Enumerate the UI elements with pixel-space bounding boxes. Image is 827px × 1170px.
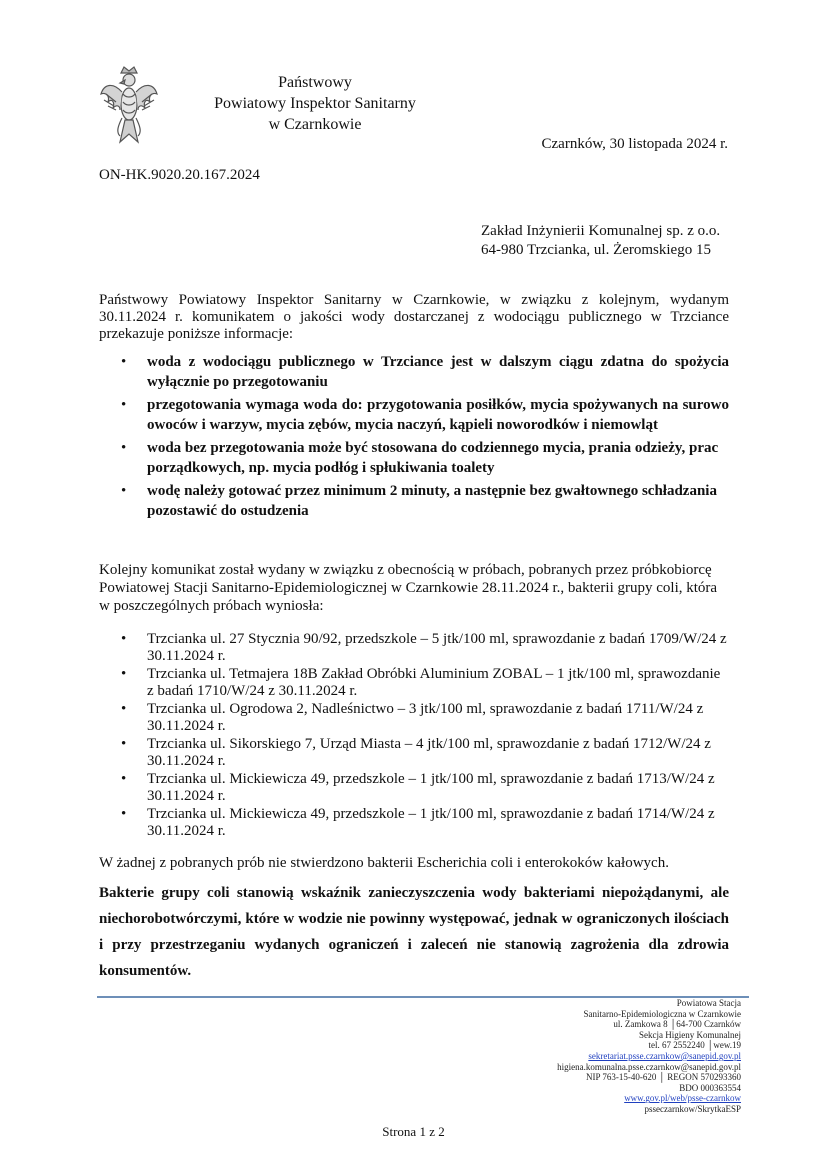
footer-line: Sanitarno-Epidemiologiczna w Czarnkowie [583,1008,741,1019]
footer-contact [557,998,741,1115]
sample-item: • Trzcianka ul. Ogrodowa 2, Nadleśnictwo – 3 jtk/100 ml, sprawozdanie z badań 1711/W/24 z 30.11.2024 r. [99,701,729,735]
coli-explanation-paragraph: Bakterie grupy coli stanowią wskaźnik zanieczyszczenia wody bakteriami niepożądanymi, ale niechorobotwórczymi, które w wodzie nie powinny występować, jednak w ograniczonych ilościach i przy przestrzeganiu wydanych ograniczeń i zaleceń nie stanowią zagrożenia dla zdrowia konsumentów. [99,885,729,979]
intro-line-3: przekazuje poniższe informacje: [99,326,294,342]
intro-line-2: 30.11.2024 r. komunikatem o jakości wody dostarczanej z wodociągu publicznego w Trzciance [99,309,729,325]
addressee-line-1: Zakład Inżynierii Komunalnej sp. z o.o. [481,223,721,239]
intro-paragraph [99,292,729,343]
footer-line: Sekcja Higieny Komunalnej [639,1029,741,1040]
issuer-line-2: Powiatowy Inspektor Sanitarny [214,95,416,112]
samples-list [99,631,729,841]
recommendation-item: • wodę należy gotować przez minimum 2 minuty, a następnie bez gwałtownego schładzania pozostawić do ostudzenia [99,481,729,521]
footer-line: higiena.komunalna.psse.czarnkow@sanepid.gov.pl [557,1061,741,1072]
reference-number: ON-HK.9020.20.167.2024 [99,167,260,183]
footer-line: Powiatowa Stacja [676,998,741,1008]
secretariat-email-link[interactable]: sekretariat.psse.czarnkow@sanepid.gov.pl [588,1050,741,1061]
addressee-block [481,222,720,260]
recommendations-list [99,352,729,524]
polish-eagle-emblem-icon [98,64,160,146]
intro-line-1: Państwowy Powiatowy Inspektor Sanitarny w Czarnkowie, w związku z kolejnym, wydanym [99,292,729,308]
footer-line: tel. 67 2552240 │wew.19 [648,1040,741,1051]
sample-item: • Trzcianka ul. 27 Stycznia 90/92, przedszkole – 5 jtk/100 ml, sprawozdanie z badań 1709/W/24 z 30.11.2024 r. [99,631,729,665]
recommendation-item: • woda bez przegotowania może być stosowana do codziennego mycia, prania odzieży, prac porządkowych, np. mycia podłóg i spłukiwania toalety [99,438,729,478]
sample-item: • Trzcianka ul. Mickiewicza 49, przedszkole – 1 jtk/100 ml, sprawozdanie z badań 1714/W/24 z 30.11.2024 r. [99,806,729,840]
no-ecoli-statement: W żadnej z pobranych prób nie stwierdzono bakterii Escherichia coli i enterokoków kałowych. [99,855,669,871]
sample-item: • Trzcianka ul. Tetmajera 18B Zakład Obróbki Aluminium ZOBAL – 1 jtk/100 ml, sprawozdanie z badań 1710/W/24 z 30.11.2024 r. [99,666,729,700]
issuer-heading [210,72,420,135]
page-number: Strona 1 z 2 [382,1124,445,1139]
sample-item: • Trzcianka ul. Sikorskiego 7, Urząd Miasta – 4 jtk/100 ml, sprawozdanie z badań 1712/W/24 z 30.11.2024 r. [99,736,729,770]
footer-line: ul. Zamkowa 8 │64-700 Czarnków [613,1019,741,1030]
samples-intro-paragraph: Kolejny komunikat został wydany w związku z obecnością w próbach, pobranych przez próbkobiorcę Powiatowej Stacji Sanitarno-Epidemiologicznej w Czarnkowie 28.11.2024 r., bakterii grupy coli, która w poszczególnych próbach wyniosła: [99,562,718,614]
recommendation-item: • przegotowania wymaga woda do: przygotowania posiłków, mycia spożywanych na surowo owoców i warzyw, mycia zębów, mycia naczyń, kąpieli noworodków i niemowląt [99,395,729,435]
recommendation-item: • woda z wodociągu publicznego w Trzciance jest w dalszym ciągu zdatna do spożycia wyłącznie po przegotowaniu [99,352,729,392]
issuer-line-3: w Czarnkowie [268,116,362,133]
document-date: Czarnków, 30 listopada 2024 r. [541,136,728,152]
footer-line: psseczarnkow/SkrytkaESP [644,1103,741,1114]
footer-line: NIP 763-15-40-620 │ REGON 570293360 [585,1072,741,1083]
addressee-line-2: 64-980 Trzcianka, ul. Żeromskiego 15 [481,242,711,258]
issuer-line-1: Państwowy [278,74,352,91]
website-link[interactable]: www.gov.pl/web/psse-czarnkow [624,1093,741,1104]
footer-line: BDO 000363554 [679,1082,741,1093]
sample-item: • Trzcianka ul. Mickiewicza 49, przedszkole – 1 jtk/100 ml, sprawozdanie z badań 1713/W/24 z 30.11.2024 r. [99,771,729,805]
